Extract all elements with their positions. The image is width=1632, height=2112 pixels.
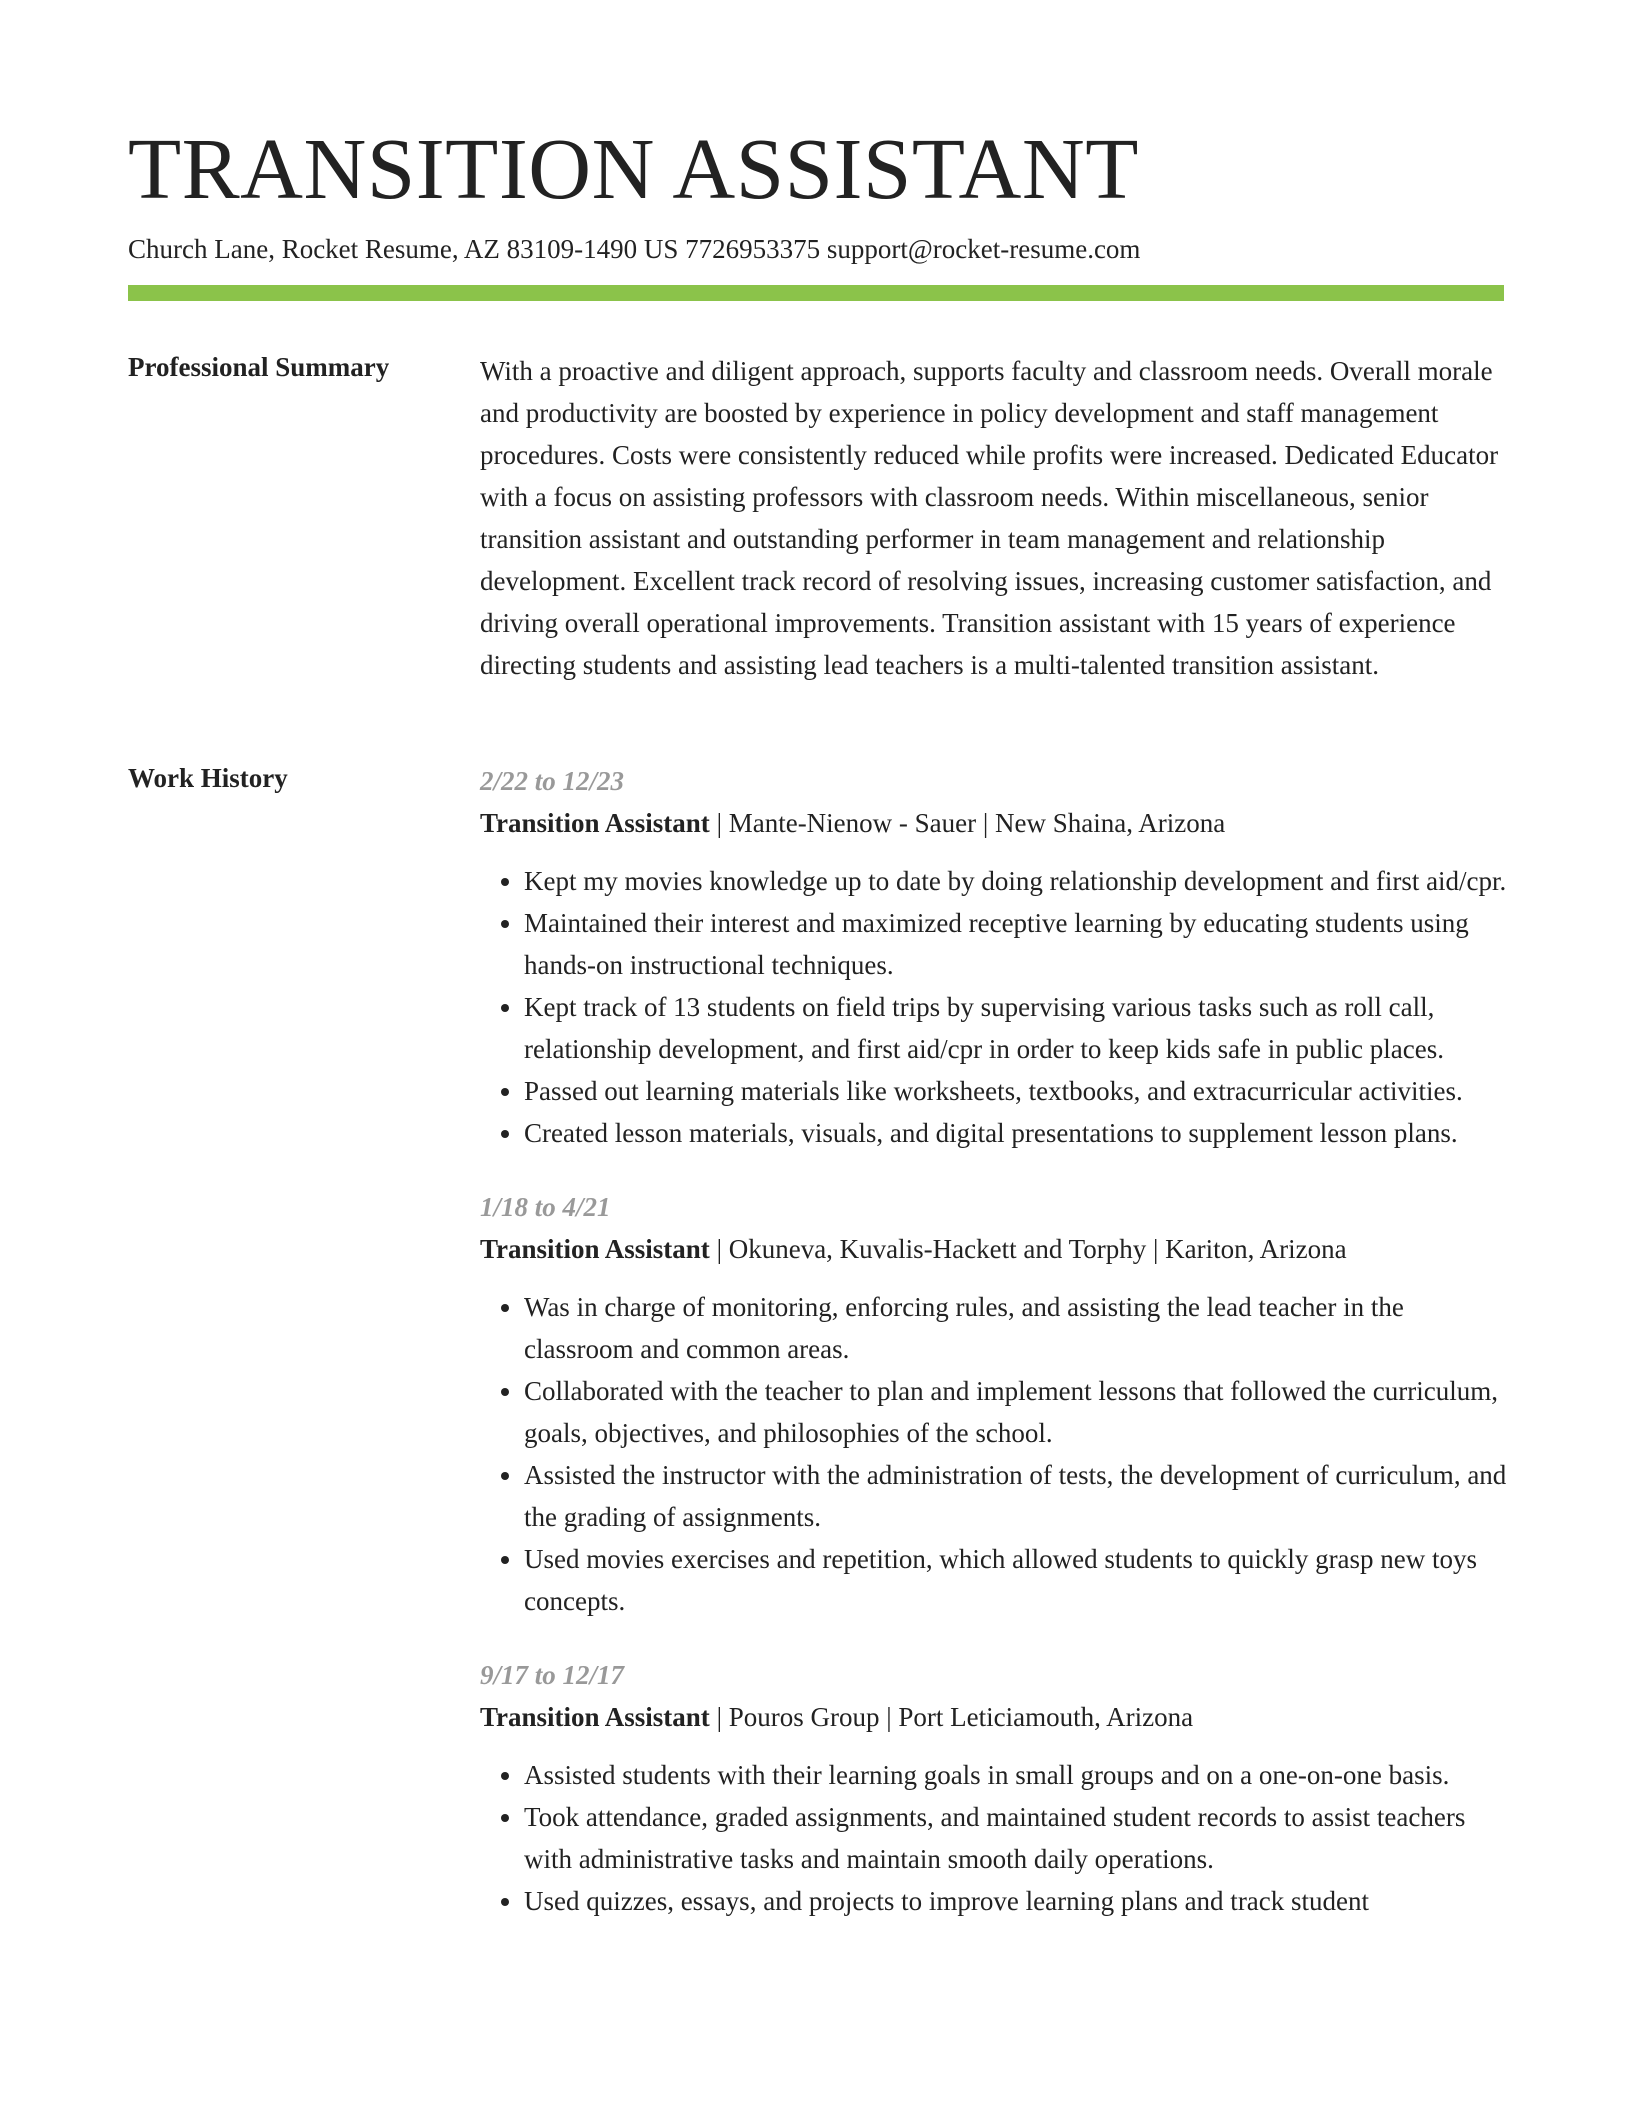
job-title: Transition Assistant (480, 808, 710, 838)
header-accent-rule (128, 285, 1504, 301)
job-header (480, 1228, 1510, 1270)
contact-line: Church Lane, Rocket Resume, AZ 83109-1490 US 7726953375 support@rocket-resume.com (128, 234, 1141, 264)
job-employer-location: | Pouros Group | Port Leticiamouth, Arizona (709, 1702, 1194, 1732)
job-bullet: • Passed out learning materials like worksheets, textbooks, and extracurricular activities. (524, 1070, 1510, 1112)
job-bullet: • Was in charge of monitoring, enforcing rules, and assisting the lead teacher in the classroom and common areas. (524, 1286, 1510, 1370)
work-history-list (480, 760, 1510, 1954)
job-bullet: • Used movies exercises and repetition, which allowed students to quickly grasp new toys concepts. (524, 1538, 1510, 1622)
job-bullet-list (480, 1286, 1510, 1622)
job-bullet: • Assisted the instructor with the administration of tests, the development of curriculum, and the grading of assignments. (524, 1454, 1510, 1538)
job-employer-location: | Okuneva, Kuvalis-Hackett and Torphy | Kariton, Arizona (709, 1234, 1347, 1264)
job-dates: 9/17 to 12/17 (480, 1660, 625, 1690)
summary-section-label: Professional Summary (128, 352, 390, 382)
job-bullet: • Assisted students with their learning goals in small groups and on a one-on-one basis. (524, 1754, 1510, 1796)
job-bullet: • Used quizzes, essays, and projects to improve learning plans and track student (524, 1880, 1510, 1922)
job-entry (480, 1654, 1510, 1922)
job-dates: 1/18 to 4/21 (480, 1192, 611, 1222)
job-employer-location: | Mante-Nienow - Sauer | New Shaina, Arizona (709, 808, 1226, 838)
resume-name: TRANSITION ASSISTANT (128, 120, 1139, 217)
job-bullet: • Took attendance, graded assignments, and maintained student records to assist teachers with administrative tasks and maintain smooth daily operations. (524, 1796, 1510, 1880)
work-history-section-label: Work History (128, 763, 288, 793)
job-header (480, 802, 1510, 844)
job-dates: 2/22 to 12/23 (480, 766, 625, 796)
job-entry (480, 760, 1510, 1154)
job-bullet: • Kept my movies knowledge up to date by doing relationship development and first aid/cpr. (524, 860, 1510, 902)
job-bullet-list (480, 860, 1510, 1154)
job-bullet-list (480, 1754, 1510, 1922)
job-title: Transition Assistant (480, 1702, 710, 1732)
job-bullet: • Collaborated with the teacher to plan and implement lessons that followed the curriculum, goals, objectives, and philosophies of the school. (524, 1370, 1510, 1454)
job-bullet: • Kept track of 13 students on field trips by supervising various tasks such as roll call, relationship development, and first aid/cpr in order to keep kids safe in public places. (524, 986, 1510, 1070)
summary-text: With a proactive and diligent approach, supports faculty and classroom needs. Overall morale and productivity are boosted by experience in policy development and staff management procedures. Costs were consistently reduced while profits were increased. Dedicated Educator with a focus on assisting professors with classroom needs. Within miscellaneous, senior transition assistant and outstanding performer in team management and relationship development. Excellent track record of resolving issues, increasing customer satisfaction, and driving overall operational improvements. Transition assistant with 15 years of experience directing students and assisting lead teachers is a multi-talented transition assistant. (480, 356, 1499, 680)
job-bullet: • Created lesson materials, visuals, and digital presentations to supplement lesson plans. (524, 1112, 1510, 1154)
job-entry (480, 1186, 1510, 1622)
job-bullet: • Maintained their interest and maximized receptive learning by educating students using hands-on instructional techniques. (524, 902, 1510, 986)
job-title: Transition Assistant (480, 1234, 710, 1264)
job-header (480, 1696, 1510, 1738)
